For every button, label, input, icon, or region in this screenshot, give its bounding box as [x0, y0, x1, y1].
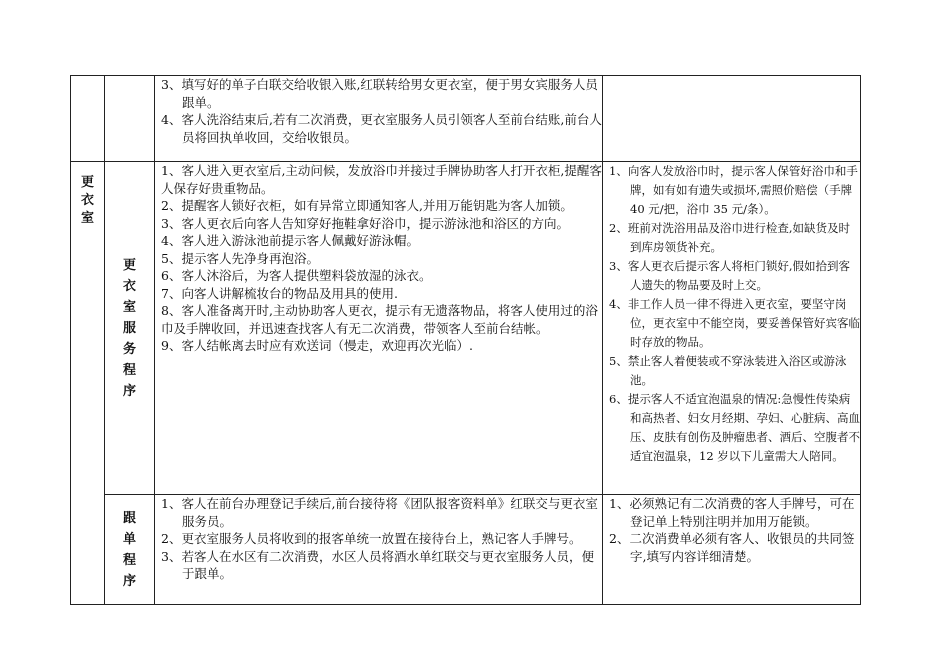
note-item: 4、非工作人员一律不得进入更衣室，要坚守岗位，更衣室中不能空岗，要妥善保管好宾客临时存放的物品。 — [609, 297, 860, 349]
step-item: 1、客人在前台办理登记手续后,前台接待将《团队报客资料单》红联交与更衣室服务员。 — [161, 496, 598, 529]
step-item: 6、客人沐浴后，为客人提供塑料袋放湿的泳衣。 — [161, 268, 432, 283]
step-item: 3、客人更衣后向客人告知穿好拖鞋拿好浴巾，提示游泳池和浴区的方向。 — [161, 215, 569, 231]
procedure-table — [70, 75, 861, 605]
note-item: 5、禁止客人着便装或不穿泳装进入浴区或游泳池。 — [609, 354, 847, 387]
section-label-cell — [71, 162, 105, 605]
note-item: 2、二次消费单必须有客人、收银员的共同签字,填写内容详细清楚。 — [609, 531, 855, 564]
step-item: 2、更衣室服务人员将收到的报客单统一放置在接待台上，熟记客人手牌号。 — [161, 531, 582, 546]
step-item: 1、客人进入更衣室后,主动问候，发放浴巾并接过手牌协助客人打开衣柜,提醒客人保存好贵重物品。 — [161, 163, 602, 196]
step-item: 5、提示客人先净身再泡浴。 — [161, 250, 319, 266]
continuation-steps-cell — [155, 76, 603, 162]
note-item: 2、班前对洗浴用品及浴巾进行检查,如缺货及时到库房领货补充。 — [609, 221, 850, 254]
note-item: 6、提示客人不适宜泡温泉的情况:急慢性传染病和高热者、妇女月经期、孕妇、心脏病、高血压、皮肤有创伤及肿瘤患者、酒后、空腹者不适宜泡温泉，12 岁以下儿童需大人陪同。 — [609, 392, 860, 463]
followup-procedure-label: 跟 单 程 序 — [122, 510, 136, 589]
followup-notes-cell — [603, 495, 861, 605]
table-row — [71, 495, 861, 605]
step-item: 2、提醒客人锁好衣柜，如有异常立即通知客人,并用万能钥匙为客人加锁。 — [161, 198, 573, 213]
note-item: 1、必须熟记有二次消费的客人手牌号，可在登记单上特别注明并加用万能锁。 — [609, 496, 855, 529]
empty-cell — [71, 76, 105, 162]
step-item: 3、若客人在水区有二次消费，水区人员将酒水单红联交与更衣室服务人员，便于跟单。 — [161, 548, 594, 581]
note-item: 1、向客人发放浴巾时，提示客人保管好浴巾和手牌，如有如有遗失或损坏,需照价赔偿（手牌 40 元/把，浴巾 35 元/条）。 — [609, 164, 858, 216]
step-item: 4、客人洗浴结束后,若有二次消费，更衣室服务人员引领客人至前台结账,前台人员将回执单收回，交给收银员。 — [161, 112, 602, 145]
step-item: 4、客人进入游泳池前提示客人佩戴好游泳帽。 — [161, 233, 419, 248]
section-label: 更 衣 室 — [80, 175, 94, 226]
followup-label-cell — [105, 495, 155, 605]
service-procedure-label: 更 衣 室 服 务 程 序 — [122, 257, 136, 399]
step-item: 7、向客人讲解梳妆台的物品及用具的使用. — [161, 285, 398, 301]
service-notes-cell — [603, 162, 861, 495]
empty-cell — [105, 76, 155, 162]
service-steps-cell — [155, 162, 603, 495]
service-label-cell — [105, 162, 155, 495]
followup-steps-cell — [155, 495, 603, 605]
empty-cell — [603, 76, 861, 162]
note-item: 3、客人更衣后提示客人将柜门锁好,假如拾到客人遗失的物品要及时上交。 — [609, 259, 850, 292]
step-item: 8、客人准备离开时,主动协助客人更衣，提示有无遗落物品，将客人使用过的浴巾及手牌收回，并迅速查找客人有无二次消费，带领客人至前台结帐。 — [161, 303, 598, 336]
table-row — [71, 76, 861, 162]
step-item: 3、填写好的单子白联交给收银入账,红联转给男女更衣室，便于男女宾服务人员跟单。 — [161, 77, 598, 110]
table-row — [71, 162, 861, 495]
step-item: 9、客人结帐离去时应有欢送词（慢走，欢迎再次光临）. — [161, 338, 473, 353]
